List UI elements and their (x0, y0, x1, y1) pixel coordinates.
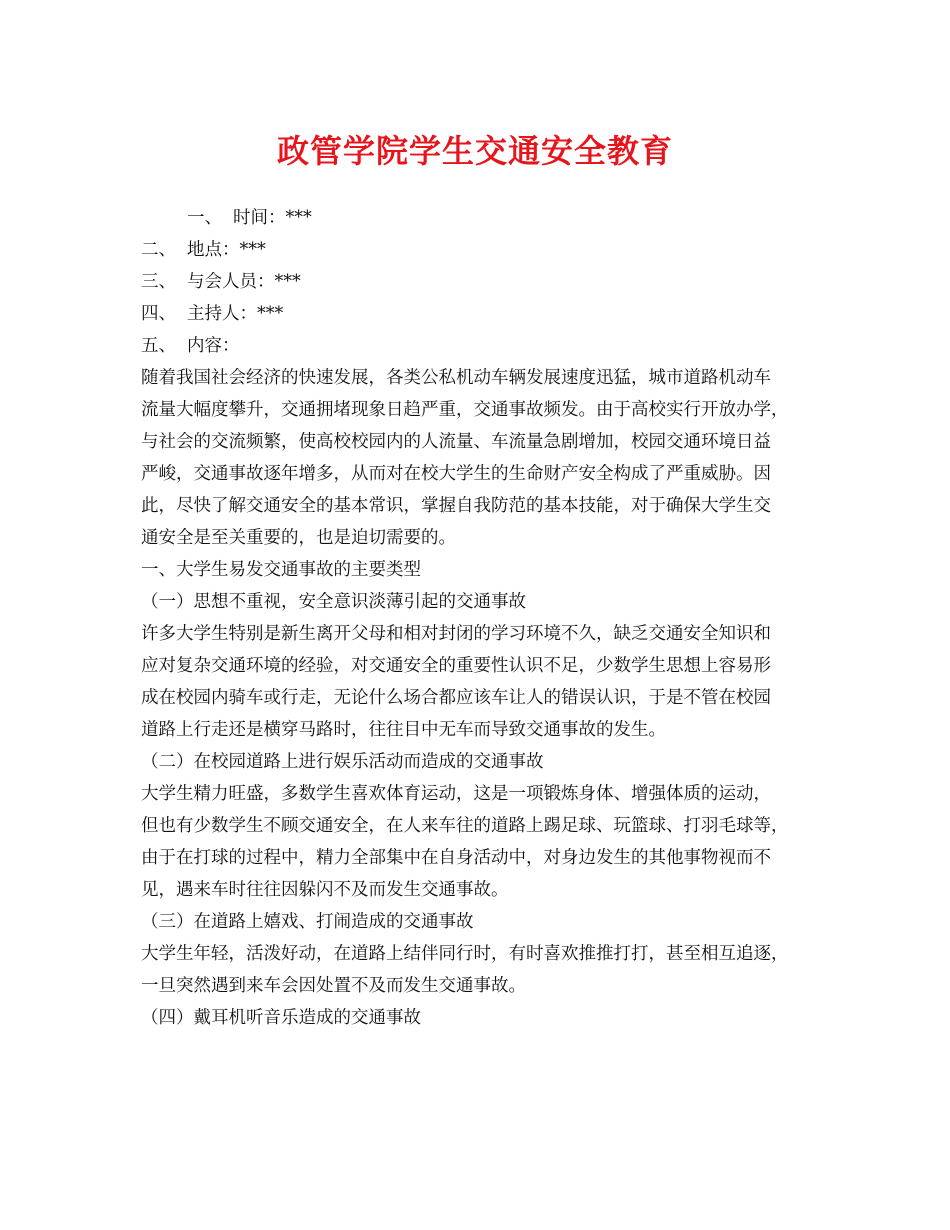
intro-line: 随着我国社会经济的快速发展，各类公私机动车辆发展速度迅猛，城市道路机动车 (141, 368, 771, 388)
paragraph-line: 大学生年轻，活泼好动，在道路上结伴同行时，有时喜欢推推打打，甚至相互追逐， (141, 944, 789, 964)
subsection-heading: （四）戴耳机听音乐造成的交通事故 (141, 1008, 421, 1028)
paragraph-line: 应对复杂交通环境的经验，对交通安全的重要性认识不足，少数学生思想上容易形 (141, 656, 771, 676)
subsection-heading: （二）在校园道路上进行娱乐活动而造成的交通事故 (141, 752, 544, 772)
paragraph-line: 但也有少数学生不顾交通安全，在人来车往的道路上踢足球、玩篮球、打羽毛球等， (141, 816, 789, 836)
meeting-item-location: 二、 地点：*** (141, 240, 266, 260)
intro-line: 此，尽快了解交通安全的基本常识，掌握自我防范的基本技能，对于确保大学生交 (141, 496, 771, 516)
meeting-item-attendees: 三、 与会人员：*** (141, 272, 301, 292)
intro-line: 流量大幅度攀升，交通拥堵现象日趋严重，交通事故频发。由于高校实行开放办学， (141, 400, 789, 420)
paragraph-line: 成在校园内骑车或行走，无论什么场合都应该车让人的错误认识，于是不管在校园 (141, 688, 771, 708)
meeting-item-time: 一、 时间：*** (187, 208, 312, 228)
subsection-heading: （一）思想不重视，安全意识淡薄引起的交通事故 (141, 592, 526, 612)
subsection-heading: （三）在道路上嬉戏、打闹造成的交通事故 (141, 912, 474, 932)
paragraph-line: 一旦突然遇到来车会因处置不及而发生交通事故。 (141, 976, 526, 996)
section-heading: 一、大学生易发交通事故的主要类型 (141, 560, 421, 580)
paragraph-line: 道路上行走还是横穿马路时，往往目中无车而导致交通事故的发生。 (141, 720, 666, 740)
paragraph-line: 大学生精力旺盛，多数学生喜欢体育运动，这是一项锻炼身体、增强体质的运动， (141, 784, 771, 804)
intro-line: 与社会的交流频繁，使高校校园内的人流量、车流量急剧增加，校园交通环境日益 (141, 432, 771, 452)
paragraph-line: 由于在打球的过程中，精力全部集中在自身活动中，对身边发生的其他事物视而不 (141, 848, 771, 868)
intro-line: 通安全是至关重要的，也是迫切需要的。 (141, 528, 456, 548)
document-body (141, 202, 831, 1034)
paragraph-line: 许多大学生特别是新生离开父母和相对封闭的学习环境不久，缺乏交通安全知识和 (141, 624, 771, 644)
meeting-item-content: 五、 内容： (141, 336, 240, 356)
document-title: 政管学院学生交通安全教育 (276, 132, 673, 170)
paragraph-line: 见，遇来车时往往因躲闪不及而发生交通事故。 (141, 880, 509, 900)
intro-line: 严峻，交通事故逐年增多，从而对在校大学生的生命财产安全构成了严重威胁。因 (141, 464, 771, 484)
meeting-item-host: 四、 主持人：*** (141, 304, 284, 324)
